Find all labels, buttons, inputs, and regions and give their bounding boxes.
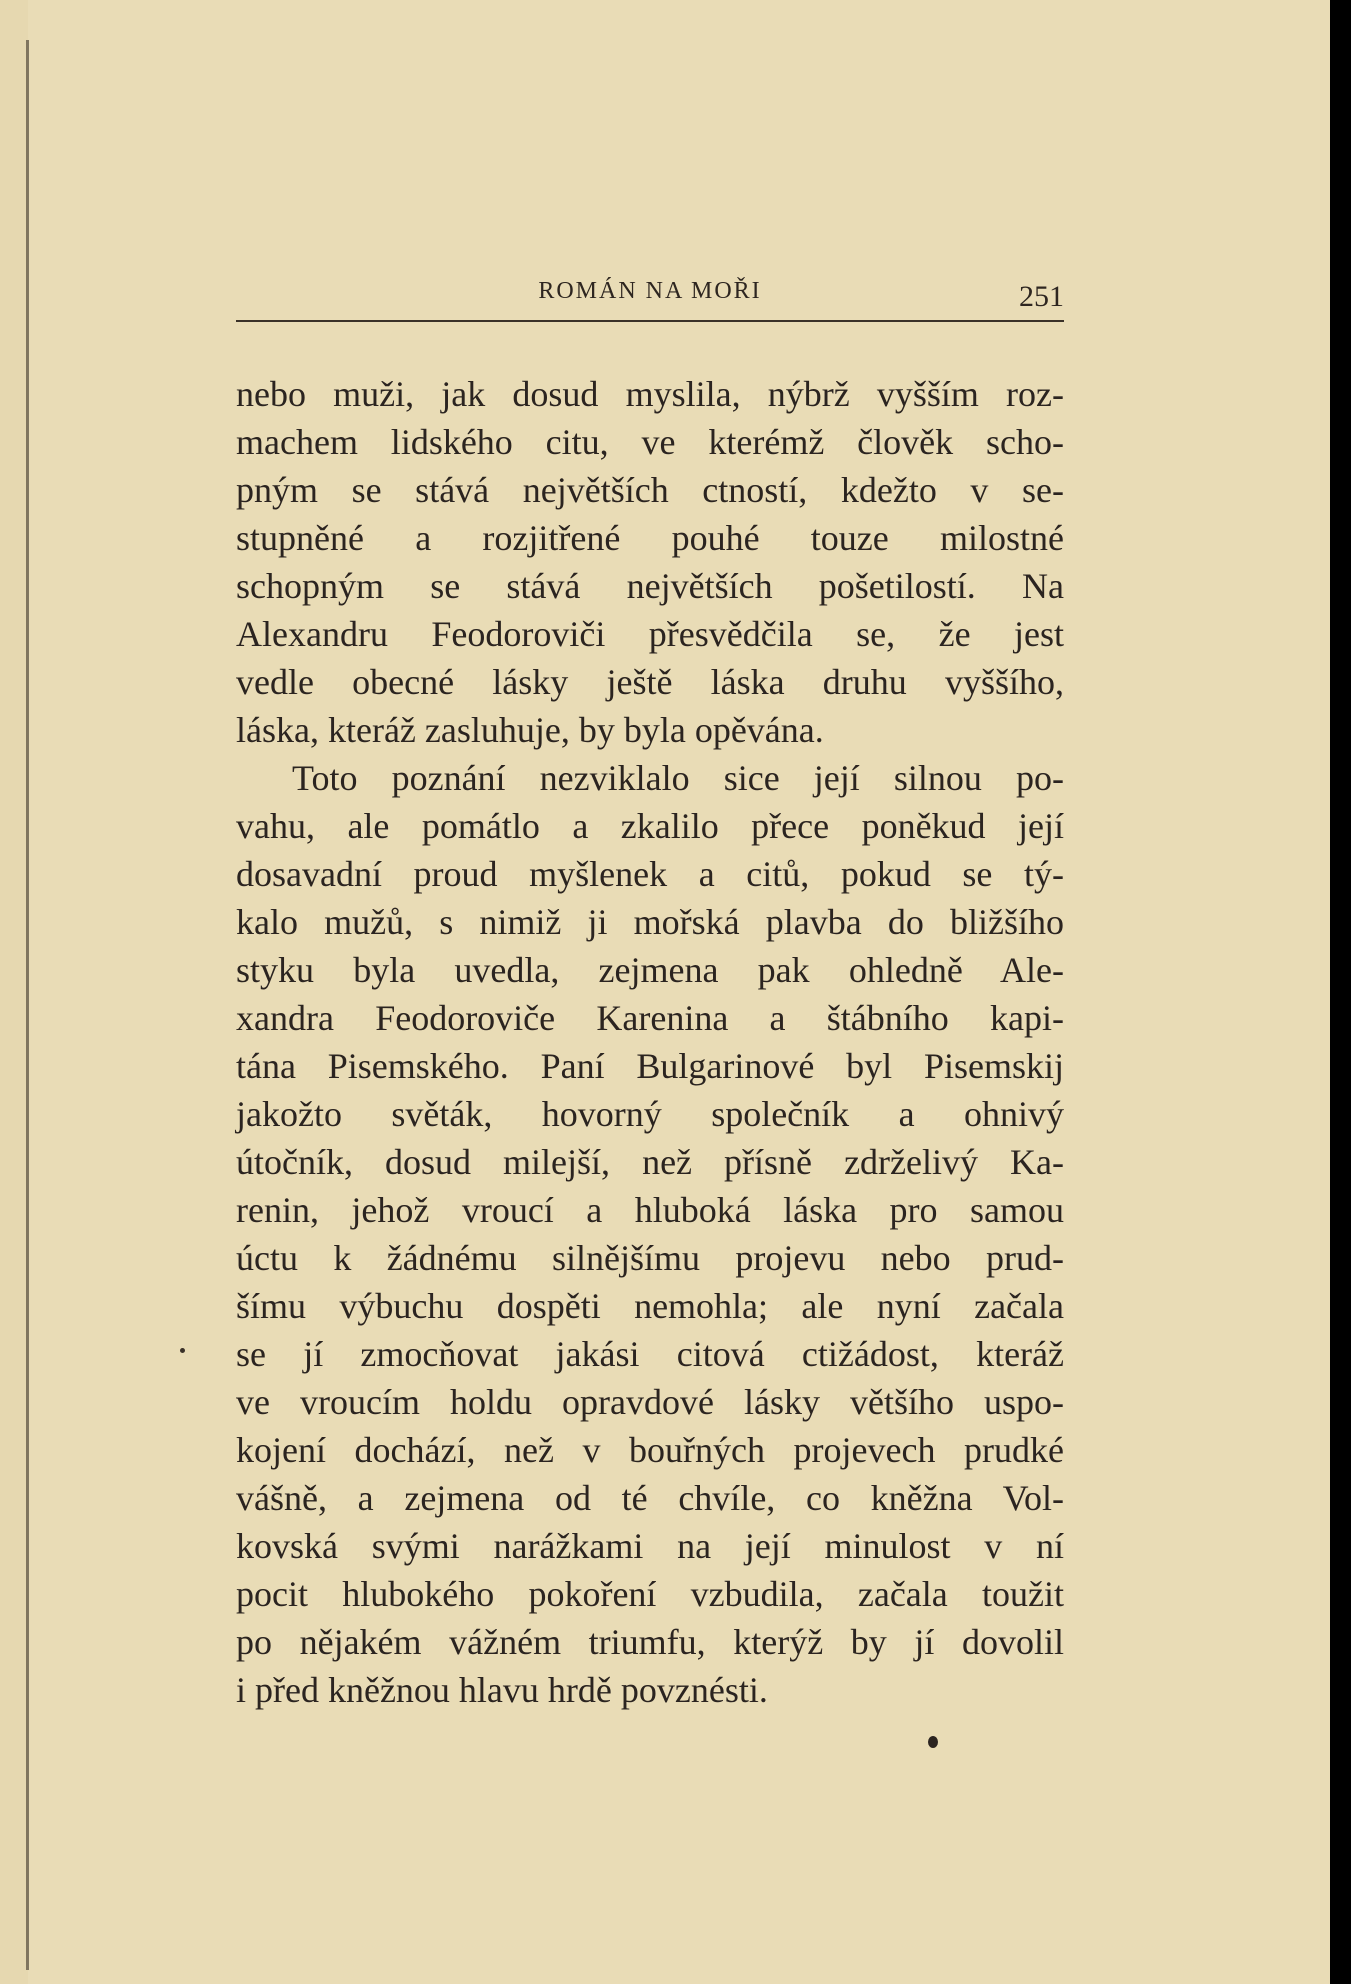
text-line: kalo mužů, s nimiž ji mořská plavba do bližšího bbox=[236, 902, 1064, 942]
page-number: 251 bbox=[1019, 280, 1064, 313]
text-line: jakožto světák, hovorný společník a ohnivý bbox=[236, 1094, 1064, 1134]
text-line: schopným se stává největších pošetilostí. Na bbox=[236, 566, 1064, 606]
text-line: láska, kteráž zasluhuje, by byla opěvána. bbox=[236, 710, 824, 750]
text-line: dosavadní proud myšlenek a citů, pokud se tý- bbox=[236, 854, 1064, 894]
body-text bbox=[236, 370, 1064, 1714]
running-header bbox=[236, 270, 1064, 322]
text-line: Alexandru Feodoroviči přesvědčila se, že jest bbox=[236, 614, 1064, 654]
text-line: nebo muži, jak dosud myslila, nýbrž vyšším roz- bbox=[236, 374, 1064, 414]
text-line: tána Pisemského. Paní Bulgarinové byl Pisemskij bbox=[236, 1046, 1064, 1086]
ink-speck bbox=[180, 1348, 185, 1353]
text-line: pocit hlubokého pokoření vzbudila, začala toužit bbox=[236, 1574, 1064, 1614]
text-line: úctu k žádnému silnějšímu projevu nebo prud- bbox=[236, 1238, 1064, 1278]
page-gutter bbox=[0, 0, 28, 1984]
text-line: xandra Feodoroviče Karenina a štábního kapi- bbox=[236, 998, 1064, 1038]
text-line: se jí zmocňovat jakási citová ctižádost, kteráž bbox=[236, 1334, 1064, 1374]
text-line: pným se stává největších ctností, kdežto v se- bbox=[236, 470, 1064, 510]
text-line: útočník, dosud milejší, než přísně zdrželivý Ka- bbox=[236, 1142, 1064, 1182]
text-line: po nějakém vážném triumfu, kterýž by jí dovolil bbox=[236, 1622, 1064, 1662]
text-line: styku byla uvedla, zejmena pak ohledně Ale- bbox=[236, 950, 1064, 990]
text-line: stupněné a rozjitřené pouhé touze milostné bbox=[236, 518, 1064, 558]
text-line: kovská svými narážkami na její minulost v ní bbox=[236, 1526, 1064, 1566]
text-line: i před kněžnou hlavu hrdě povznésti. bbox=[236, 1670, 768, 1710]
text-line: ve vroucím holdu opravdové lásky většího uspo- bbox=[236, 1382, 1064, 1422]
text-line: šímu výbuchu dospěti nemohla; ale nyní začala bbox=[236, 1286, 1064, 1326]
scan-border bbox=[1330, 0, 1351, 1984]
ink-spot bbox=[928, 1736, 938, 1748]
text-line: vahu, ale pomátlo a zkalilo přece poněkud její bbox=[236, 806, 1064, 846]
text-line: kojení dochází, než v bouřných projevech prudké bbox=[236, 1430, 1064, 1470]
text-line: Toto poznání nezviklalo sice její silnou po- bbox=[292, 758, 1064, 798]
text-line: vedle obecné lásky ještě láska druhu vyššího, bbox=[236, 662, 1064, 702]
binding-edge bbox=[26, 40, 29, 1970]
text-line: machem lidského citu, ve kterémž člověk scho- bbox=[236, 422, 1064, 462]
text-line: vášně, a zejmena od té chvíle, co kněžna Vol- bbox=[236, 1478, 1064, 1518]
running-title: ROMÁN NA MOŘI bbox=[538, 278, 762, 304]
text-line: renin, jehož vroucí a hluboká láska pro samou bbox=[236, 1190, 1064, 1230]
